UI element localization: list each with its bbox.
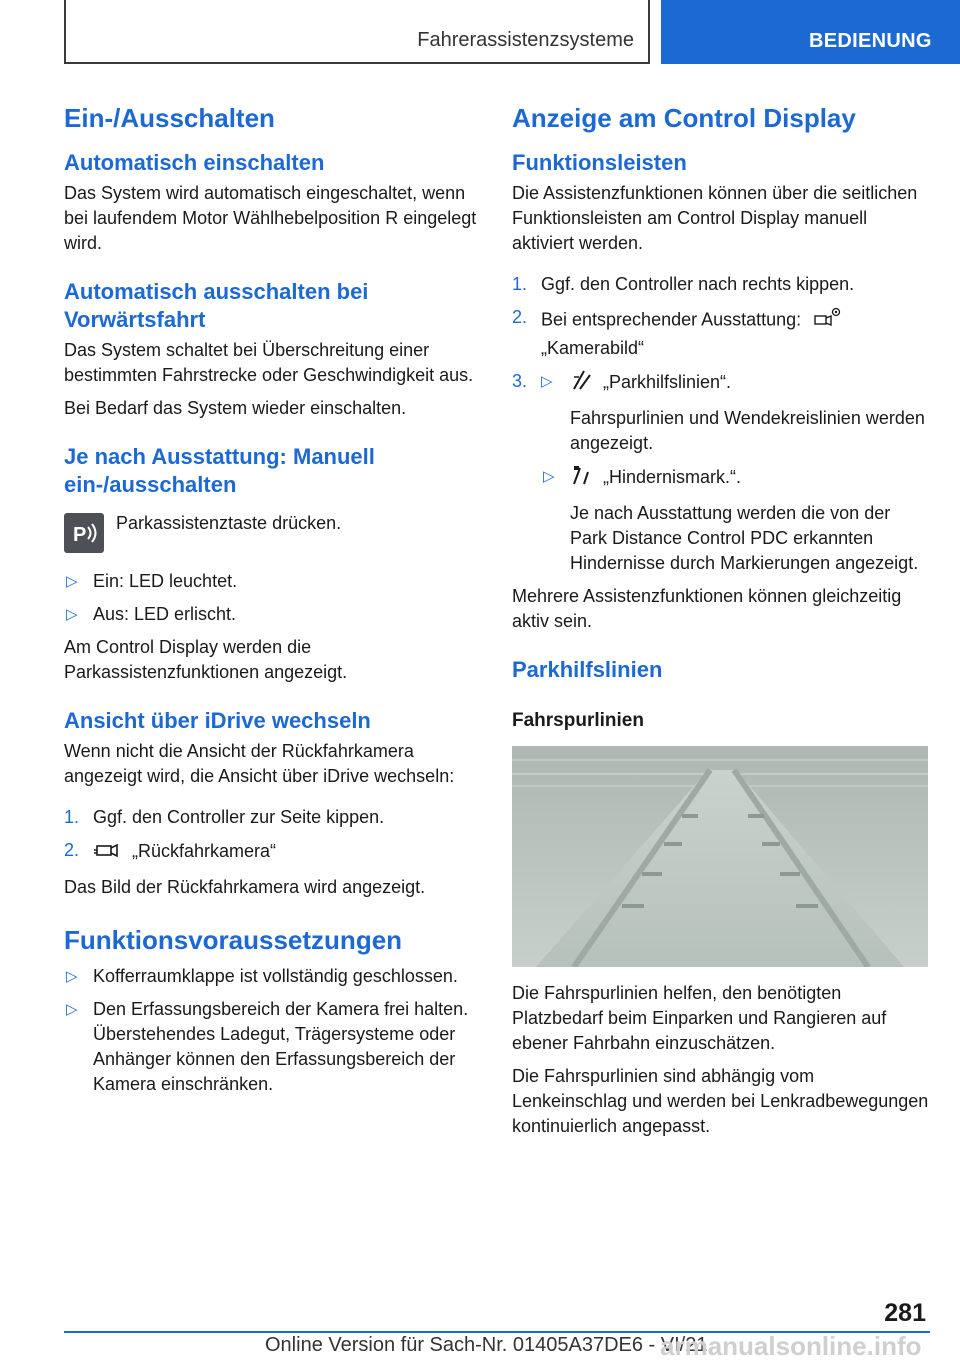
list-item: 3. ▷ „Parkhilfslinien“. bbox=[512, 369, 930, 398]
list-item: ▷ Den Erfassungsbereich der Kamera frei halten. Überstehendes Ladegut, Trägersysteme oder Anhänger können den Erfassungsbereich der Kamera einschränken. bbox=[66, 999, 469, 1094]
right-column bbox=[512, 100, 930, 1139]
triangle-bullet-icon: ▷ bbox=[543, 468, 555, 485]
page-number: 281 bbox=[884, 1299, 926, 1327]
header-chapter-title: BEDIENUNG bbox=[809, 30, 932, 52]
list-item: ▷ Kofferraumklappe ist vollständig geschlossen. bbox=[64, 964, 484, 989]
heading-fahrspurlinien: Fahrspurlinien bbox=[512, 710, 644, 731]
list-item: ▷ Ein: LED leuchtet. bbox=[64, 569, 484, 594]
auto-off-text-1: Das System schaltet bei Überschreitung einer bestimmten Fahrstrecke oder Geschwindigkeit aus. bbox=[64, 340, 474, 385]
heading-ein-ausschalten: Ein-/Ausschalten bbox=[64, 103, 275, 133]
header-section-title: Fahrerassistenzsysteme bbox=[417, 29, 634, 51]
heading-auto-off: Automatisch ausschalten bei Vorwärtsfahrt bbox=[64, 279, 369, 332]
lines-text-1: Die Fahrspurlinien helfen, den benötigten Platzbedarf beim Einparken und Rangieren auf ebener Fahrbahn einzuschätzen. bbox=[512, 983, 887, 1053]
heading-prereq: Funktionsvoraussetzungen bbox=[64, 925, 403, 955]
svg-text:P: P bbox=[73, 524, 87, 546]
list-item: 2. „Rückfahrkamera“ bbox=[64, 838, 484, 867]
auto-off-text-2: Bei Bedarf das System wieder einschalten. bbox=[64, 398, 407, 418]
rear-camera-icon bbox=[93, 838, 123, 867]
left-column bbox=[64, 100, 484, 1097]
list-item: 1. Ggf. den Controller zur Seite kippen. bbox=[64, 807, 385, 827]
heading-funktionsleisten: Funktionsleisten bbox=[512, 150, 687, 175]
camera-settings-icon bbox=[812, 305, 844, 336]
bars-after-text: Mehrere Assistenzfunktionen können gleichzeitig aktiv sein. bbox=[512, 586, 902, 631]
lines-text-2: Die Fahrspurlinien sind abhängig vom Lenkeinschlag und werden bei Lenkradbewegungen kontinuierlich angepasst. bbox=[512, 1066, 929, 1136]
parking-lines-icon bbox=[570, 369, 594, 398]
list-item: ▷ „Hindernismark.“. bbox=[512, 464, 930, 493]
park-assist-button-icon bbox=[64, 513, 104, 553]
parkhilfslinien-desc: Fahrspurlinien und Wendekreislinien werden angezeigt. bbox=[570, 408, 925, 453]
triangle-bullet-icon: ▷ bbox=[541, 373, 553, 390]
heading-manual: Je nach Ausstattung: Manuell ein-/ausschalten bbox=[64, 444, 375, 497]
triangle-bullet-icon: ▷ bbox=[66, 968, 78, 985]
heading-auto-on: Automatisch einschalten bbox=[64, 150, 325, 175]
heading-idrive: Ansicht über iDrive wechseln bbox=[64, 708, 371, 733]
auto-on-text: Das System wird automatisch eingeschaltet, wenn bei laufendem Motor Wählhebelposition R eingelegt wird. bbox=[64, 183, 477, 253]
triangle-bullet-icon: ▷ bbox=[66, 573, 78, 590]
header-chapter-tab bbox=[661, 0, 960, 64]
heading-parkhilfslinien: Parkhilfslinien bbox=[512, 657, 663, 682]
list-item: 2. Bei entsprechender Ausstattung: „Kamerabild“ bbox=[512, 305, 930, 361]
obstacle-marking-icon bbox=[570, 464, 594, 493]
triangle-bullet-icon: ▷ bbox=[66, 606, 78, 623]
lane-lines-figure bbox=[512, 746, 928, 967]
manual-text: Am Control Display werden die Parkassistenzfunktionen angezeigt. bbox=[64, 637, 348, 682]
idrive-result: Das Bild der Rückfahrkamera wird angezeigt. bbox=[64, 877, 426, 897]
footer-version: Online Version für Sach-Nr. 01405A37DE6 - VI/21 bbox=[265, 1334, 708, 1356]
park-button-text: Parkassistenztaste drücken. bbox=[116, 513, 342, 533]
park-button-row bbox=[64, 513, 484, 561]
list-item: ▷ Aus: LED erlischt. bbox=[64, 602, 484, 627]
bars-text: Die Assistenzfunktionen können über die seitlichen Funktionsleisten am Control Display manuell aktiviert werden. bbox=[512, 183, 918, 253]
hindernismark-desc: Je nach Ausstattung werden die von der Park Distance Control PDC erkannten Hindernisse durch Markierungen angezeigt. bbox=[570, 503, 919, 573]
header-section-box bbox=[64, 0, 650, 64]
triangle-bullet-icon: ▷ bbox=[66, 1001, 78, 1018]
list-item: 1. Ggf. den Controller nach rechts kippen. bbox=[512, 274, 855, 294]
watermark: armanualsonline.info bbox=[660, 1331, 922, 1361]
idrive-text: Wenn nicht die Ansicht der Rückfahrkamera angezeigt wird, die Ansicht über iDrive wechseln: bbox=[64, 741, 455, 786]
heading-control-display: Anzeige am Control Display bbox=[512, 103, 856, 133]
